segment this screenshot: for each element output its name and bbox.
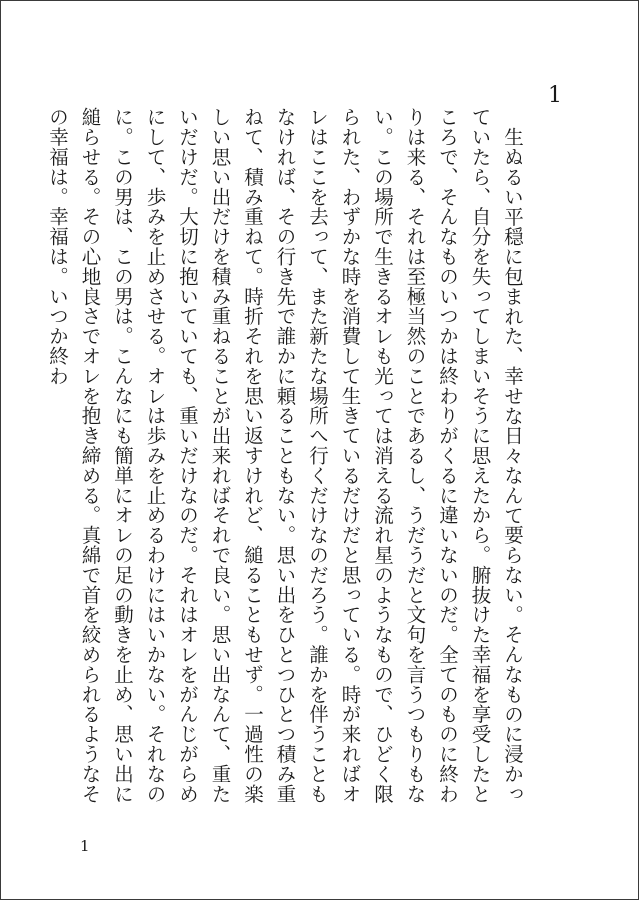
chapter-number: 1 bbox=[548, 83, 562, 108]
body-text bbox=[46, 107, 528, 809]
page-number: 1 bbox=[80, 837, 90, 855]
body-paragraph: 生ぬるい平穏に包まれた、幸せな日々なんて要らない。そんなものに浸かっていたら、自分を失ってしまいそうに思えたから。腑抜けた幸福を享受したところで、そんなものいつかは終わりがくるに違いないのだ。全てのものに終わりは来る、それは至極当然のことであるし、うだうだと文句を言うつもりもない。この場所で生きるオレも光っては消える流れ星のようなもので、ひどく限られた、わずかな時を消費して生きているだけだと思っている。時が来ればオレはここを去って、また新たな場所へ行くだけなのだろう。誰かを伴うこともなければ、その行き先で誰かに頼ることもない。思い出をひとつひとつ積み重ねて、積み重ねて。時折それを思い返すけれど、縋ることもせず。一過性の楽しい思い出だけを積み重ねることが出来ればそれで良い。思い出なんて、重たいだけだ。大切に抱いていても、重いだけなのだ。それはオレをがんじがらめにして、歩みを止めさせる。オレは歩みを止めるわけにはいかない。それなのに。この男は、この男は。こんなにも簡単にオレの足の動きを止め、思い出に縋らせる。その心地良さでオレを抱き締める。真綿で首を絞められるようなその幸福は。幸福は。いつか終わ bbox=[46, 107, 524, 804]
